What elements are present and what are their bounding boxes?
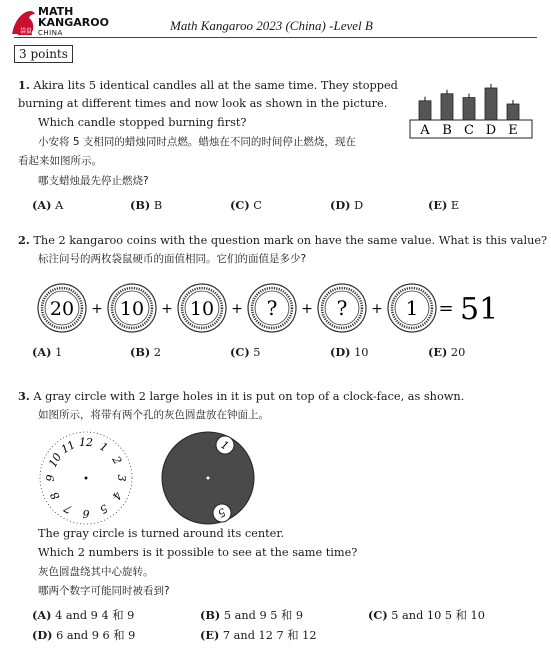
svg-text:1: 1	[405, 296, 419, 320]
q1-line1: 1. Akira lits 5 identical candles all at the same time. They stopped	[18, 78, 398, 92]
q1-option-e[interactable]: (E) E	[428, 198, 460, 212]
q2-option-d[interactable]: (D) 10	[330, 345, 369, 359]
clock-center-dot	[85, 477, 88, 480]
candle-e	[507, 104, 519, 120]
candle-label-c: C	[464, 123, 474, 138]
candle-c	[463, 98, 475, 120]
page-header	[0, 0, 551, 40]
clock-number-9: 9	[44, 474, 57, 482]
svg-text:10: 10	[189, 298, 215, 320]
coin-5	[318, 284, 366, 332]
clock-number-8: 8	[47, 489, 63, 503]
header-divider	[14, 37, 537, 38]
q3-line3: Which 2 numbers is it possible to see at the same time?	[38, 546, 358, 559]
q1-cn-line1: 小安将 5 支相同的蜡烛同时点燃。蜡烛在不同的时间停止燃烧，现在	[38, 136, 356, 148]
q3-option-e[interactable]: (E) 7 and 12 7 和 12	[200, 628, 317, 642]
coin-6	[388, 284, 436, 332]
q1-option-c[interactable]: (C) C	[230, 198, 262, 212]
plus-sign: +	[301, 301, 313, 317]
q2-line1: 2. The 2 kangaroo coins with the question mark on have the same value. What is this value?	[18, 233, 548, 247]
svg-text:袋鼠: 袋鼠	[20, 28, 33, 35]
q2-option-a[interactable]: (A) 1	[32, 345, 63, 359]
candle-label-e: E	[508, 123, 518, 138]
q3-line2: The gray circle is turned around its center.	[38, 527, 285, 540]
q1-option-a[interactable]: (A) A	[32, 198, 64, 212]
gray-disc-figure	[160, 430, 256, 526]
hole-bottom-number: 5	[215, 505, 229, 520]
clock-number-4: 4	[109, 489, 125, 503]
plus-sign: +	[161, 301, 173, 317]
logo-wordmark: MATH KANGAROO CHINA	[38, 5, 109, 37]
coin-4	[248, 284, 296, 332]
plus-sign: +	[231, 301, 243, 317]
q2-option-c[interactable]: (C) 5	[230, 345, 261, 359]
q3-cn-line2: 灰色圆盘绕其中心旋转。	[38, 566, 154, 578]
svg-text:?: ?	[336, 296, 348, 320]
clock-number-2: 2	[109, 453, 125, 467]
q1-option-b[interactable]: (B) B	[130, 198, 163, 212]
q3-option-b[interactable]: (B) 5 and 9 5 和 9	[200, 608, 304, 622]
clock-number-11: 11	[58, 438, 78, 457]
plus-sign: +	[91, 301, 103, 317]
q2-option-e[interactable]: (E) 20	[428, 345, 466, 359]
candle-label-d: D	[485, 123, 497, 138]
svg-text:20: 20	[49, 298, 75, 320]
q3-cn-line3: 哪两个数字可能同时被看到?	[38, 585, 170, 597]
coin-3	[178, 284, 226, 332]
equation-total: 51	[460, 292, 499, 327]
q1-option-d[interactable]: (D) D	[330, 198, 364, 212]
q3-option-c[interactable]: (C) 5 and 10 5 和 10	[368, 608, 485, 622]
svg-text:10: 10	[119, 298, 145, 320]
coins-equation-figure	[36, 280, 499, 336]
candles-figure	[408, 80, 536, 142]
q1-line3: Which candle stopped burning first?	[38, 116, 247, 129]
svg-text:?: ?	[266, 296, 278, 320]
clock-number-6: 6	[82, 507, 90, 520]
q2-cn-line1: 标注问号的两枚袋鼠硬币的面值相同。它们的面值是多少?	[38, 253, 307, 265]
candle-a	[419, 101, 431, 120]
q1-line2: burning at different times and now look as shown in the picture.	[18, 97, 388, 110]
q3-option-a[interactable]: (A) 4 and 9 4 和 9	[32, 608, 135, 622]
candle-b	[441, 94, 453, 120]
equals-sign: =	[438, 298, 454, 319]
plus-sign: +	[371, 301, 383, 317]
candle-d	[485, 88, 497, 120]
page-title: Math Kangaroo 2023 (China) -Level B	[170, 18, 373, 33]
clock-number-5: 5	[97, 501, 111, 517]
clock-number-10: 10	[46, 450, 65, 470]
section-points-badge: 3 points	[14, 45, 73, 63]
candle-label-a: A	[420, 123, 430, 138]
clock-number-3: 3	[115, 474, 128, 482]
clock-number-1: 1	[97, 439, 111, 455]
q3-cn-line1: 如图所示，将带有两个孔的灰色圆盘放在钟面上。	[38, 409, 269, 421]
q2-option-b[interactable]: (B) 2	[130, 345, 162, 359]
clock-number-7: 7	[61, 501, 75, 517]
q3-line1: 3. A gray circle with 2 large holes in it is put on top of a clock-face, as shown.	[18, 389, 465, 403]
q3-option-d[interactable]: (D) 6 and 9 6 和 9	[32, 628, 136, 642]
clock-number-12: 12	[79, 436, 93, 449]
q1-cn-line2: 看起来如图所示。	[18, 155, 102, 167]
coin-2	[108, 284, 156, 332]
coin-1	[38, 284, 86, 332]
hole-top-number: 1	[218, 438, 232, 453]
clock-face-figure	[38, 430, 134, 526]
q1-cn-line3: 哪支蜡烛最先停止燃烧?	[38, 175, 149, 187]
candle-label-b: B	[442, 123, 452, 138]
